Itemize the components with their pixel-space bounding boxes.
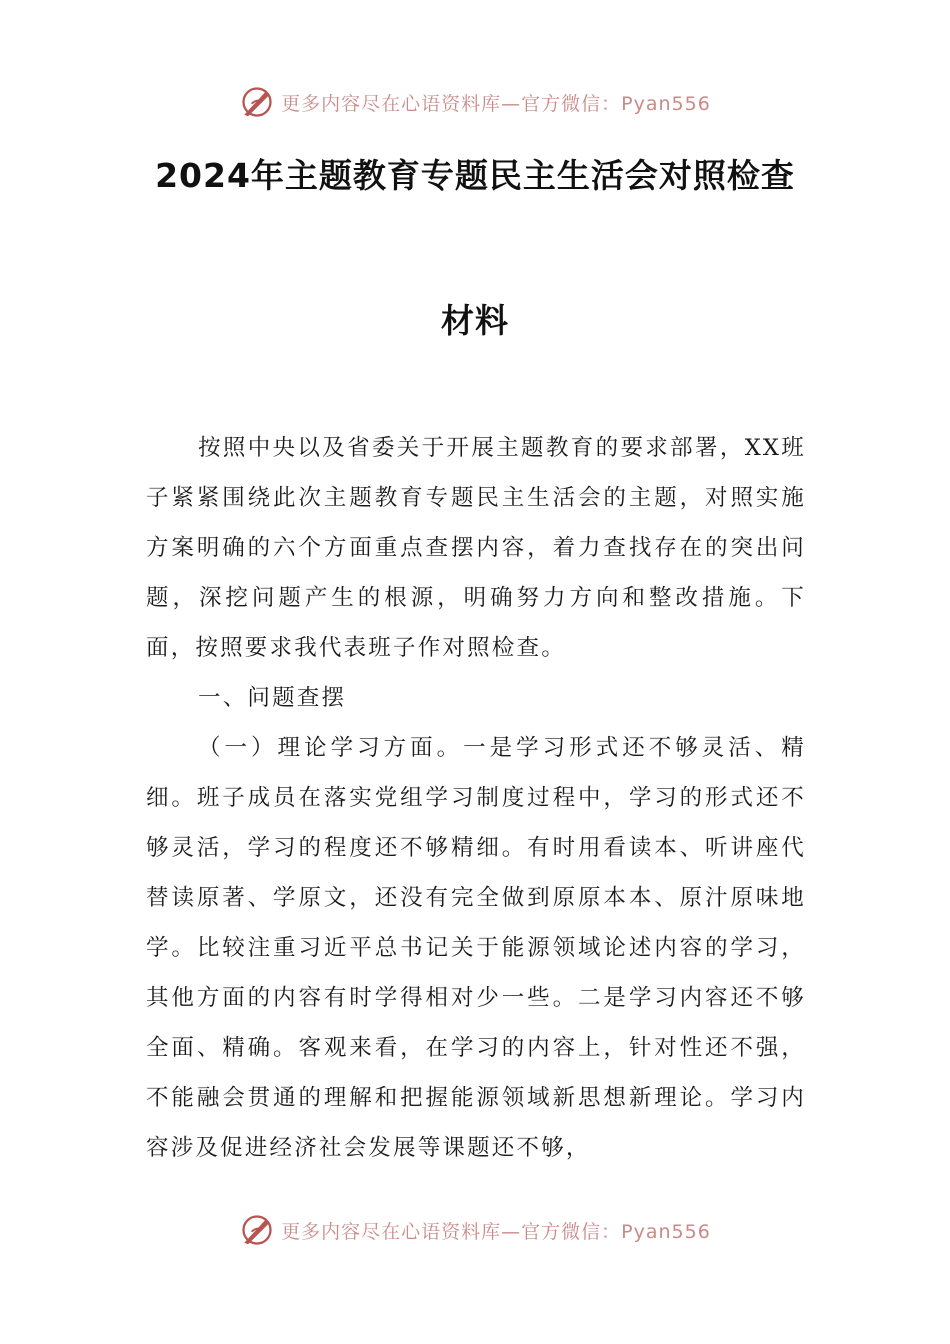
watermark-banner-bottom <box>0 1210 950 1250</box>
document-title-line1: 2024年主题教育专题民主生活会对照检查 <box>155 156 795 195</box>
pen-logo-icon <box>239 1212 275 1248</box>
watermark-text: 更多内容尽在心语资料库—官方微信：Pyan556 <box>281 1220 711 1243</box>
watermark-text: 更多内容尽在心语资料库—官方微信：Pyan556 <box>281 92 711 115</box>
paragraph: （一）理论学习方面。一是学习形式还不够灵活、精细。班子成员在落实党组学习制度过程中，学习的形式还不够灵活，学习的程度还不够精细。有时用看读本、听讲座代替读原著、学原文，还没有完全做到原原本本、原汁原味地学。比较注重习近平总书记关于能源领域论述内容的学习，其他方面的内容有时学得相对少一些。二是学习内容还不够全面、精确。客观来看，在学习的内容上，针对性还不强，不能融会贯通的理解和把握能源领域新思想新理论。学习内容涉及促进经济社会发展等课题还不够， <box>146 735 806 1161</box>
document-body <box>146 423 806 1173</box>
paragraph: 按照中央以及省委关于开展主题教育的要求部署，XX班子紧紧围绕此次主题教育专题民主生活会的主题，对照实施方案明确的六个方面重点查摆内容，着力查找存在的突出问题，深挖问题产生的根源，明确努力方向和整改措施。下面，按照要求我代表班子作对照检查。 <box>146 435 806 661</box>
document-title-line2: 材料 <box>441 301 509 340</box>
pen-logo-icon <box>239 84 275 120</box>
section-heading: 一、问题查摆 <box>198 685 347 711</box>
watermark-banner-top <box>0 82 950 122</box>
